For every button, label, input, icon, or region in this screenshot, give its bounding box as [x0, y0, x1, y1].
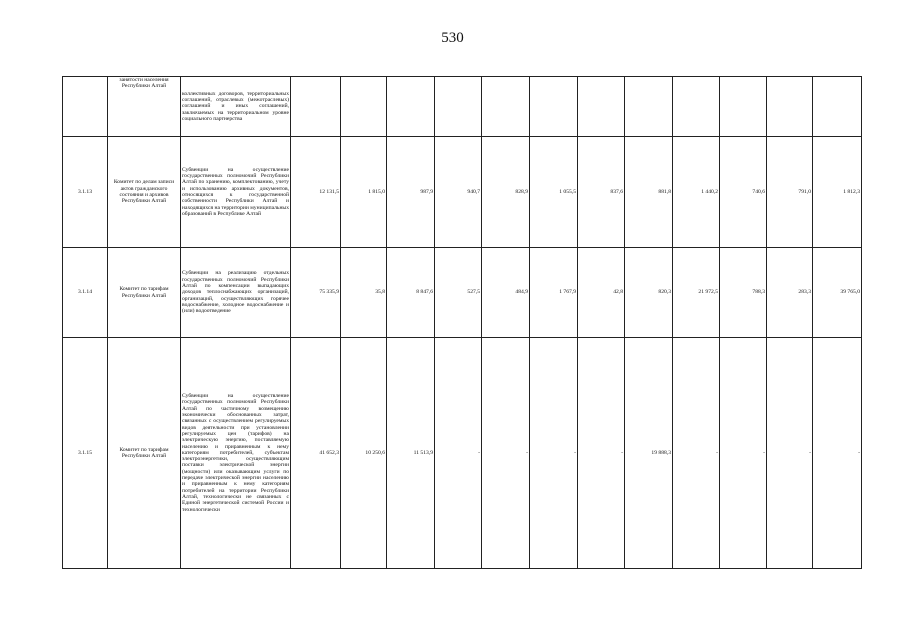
row-value: 740,6 — [720, 137, 767, 248]
row-executor: Комитет по тарифам Республики Алтай — [108, 248, 181, 338]
row-value — [291, 77, 341, 137]
row-value: - — [767, 338, 813, 569]
row-value: 11 513,9 — [387, 338, 435, 569]
row-description: Субвенции на осуществление государственных полномочий Республики Алтай по частичному возмещению экономически обоснованных затрат, связанных с осуществлением регулируемых видов деятельности при установлении регулируемых цен (тарифов) на электрическую энергию, поставляемую населению и приравненным к нему категориям потребителей, субъектам электроэнергетики, осуществляющим поставки электрической энергии (мощности) или оказывающим услуги по передаче электрической энергии населению и приравненным к нему категориям потребителей на территории Республики Алтай, технологически не связанных с Единой энергетической системой России и технологически — [181, 338, 291, 569]
row-value — [435, 77, 482, 137]
row-value — [578, 77, 625, 137]
row-value: 41 652,3 — [291, 338, 341, 569]
row-value — [482, 77, 530, 137]
row-value: - — [813, 338, 862, 569]
row-value: - — [435, 338, 482, 569]
row-value — [530, 77, 578, 137]
row-value — [673, 77, 720, 137]
row-description: Субвенции на реализацию отдельных государственных полномочий Республики Алтай по компенсации выпадающих доходов теплоснабжающих организаций, организаций, осуществляющих горячее водоснабжение, холодное водоснабжение и (или) водоотведение — [181, 248, 291, 338]
row-value: 1 055,5 — [530, 137, 578, 248]
row-code: 3.1.15 — [63, 338, 108, 569]
row-value: 10 250,6 — [341, 338, 387, 569]
row-value: - — [673, 338, 720, 569]
row-description: Субвенции на осуществление государственных полномочий Республики Алтай по хранению, комплектованию, учету и использованию архивных документов, относящихся к государственной собственности Республики Алтай и находящихся на территории муниципальных образований в Республике Алтай — [181, 137, 291, 248]
row-value: 940,7 — [435, 137, 482, 248]
row-value: 791,0 — [767, 137, 813, 248]
row-value: 21 972,5 — [673, 248, 720, 338]
table-row — [63, 248, 862, 338]
row-value: 837,6 — [578, 137, 625, 248]
row-executor: Комитет по тарифам Республики Алтай — [108, 338, 181, 569]
row-description: коллективных договоров, территориальных соглашений, отраслевых (межотраслевых) соглашений и иных соглашений, заключаемых на территориальном уровне социального партнерства — [181, 77, 291, 137]
page-number: 530 — [441, 30, 464, 46]
row-value — [813, 77, 862, 137]
row-value — [387, 77, 435, 137]
table-row — [63, 77, 862, 137]
budget-table — [62, 76, 862, 569]
row-value: 8 847,6 — [387, 248, 435, 338]
row-value — [625, 77, 673, 137]
row-value: 1 767,9 — [530, 248, 578, 338]
row-value: 987,9 — [387, 137, 435, 248]
row-executor: Комитет по делам записи актов гражданского состояния и архивов Республики Алтай — [108, 137, 181, 248]
row-value: 527,5 — [435, 248, 482, 338]
row-executor: занятости населения Республики Алтай — [108, 77, 181, 137]
row-code: 3.1.13 — [63, 137, 108, 248]
row-value: 828,9 — [482, 137, 530, 248]
row-value: - — [482, 338, 530, 569]
row-value: 39 765,0 — [813, 248, 862, 338]
row-value: 35,8 — [341, 248, 387, 338]
row-value — [341, 77, 387, 137]
row-value: 19 888,3 — [625, 338, 673, 569]
row-value: 1 812,3 — [813, 137, 862, 248]
row-code — [63, 77, 108, 137]
row-value: 12 131,5 — [291, 137, 341, 248]
row-value: 484,9 — [482, 248, 530, 338]
row-value: - — [720, 338, 767, 569]
row-value: 283,3 — [767, 248, 813, 338]
row-value: - — [578, 338, 625, 569]
row-value: - — [530, 338, 578, 569]
row-value: 881,8 — [625, 137, 673, 248]
row-value: 820,3 — [625, 248, 673, 338]
row-value: 75 335,9 — [291, 248, 341, 338]
row-code: 3.1.14 — [63, 248, 108, 338]
row-value — [767, 77, 813, 137]
row-value: 1 440,2 — [673, 137, 720, 248]
table-row — [63, 137, 862, 248]
row-value — [720, 77, 767, 137]
row-value: 1 815,0 — [341, 137, 387, 248]
row-value: 788,3 — [720, 248, 767, 338]
table-row — [63, 338, 862, 569]
row-value: 42,8 — [578, 248, 625, 338]
